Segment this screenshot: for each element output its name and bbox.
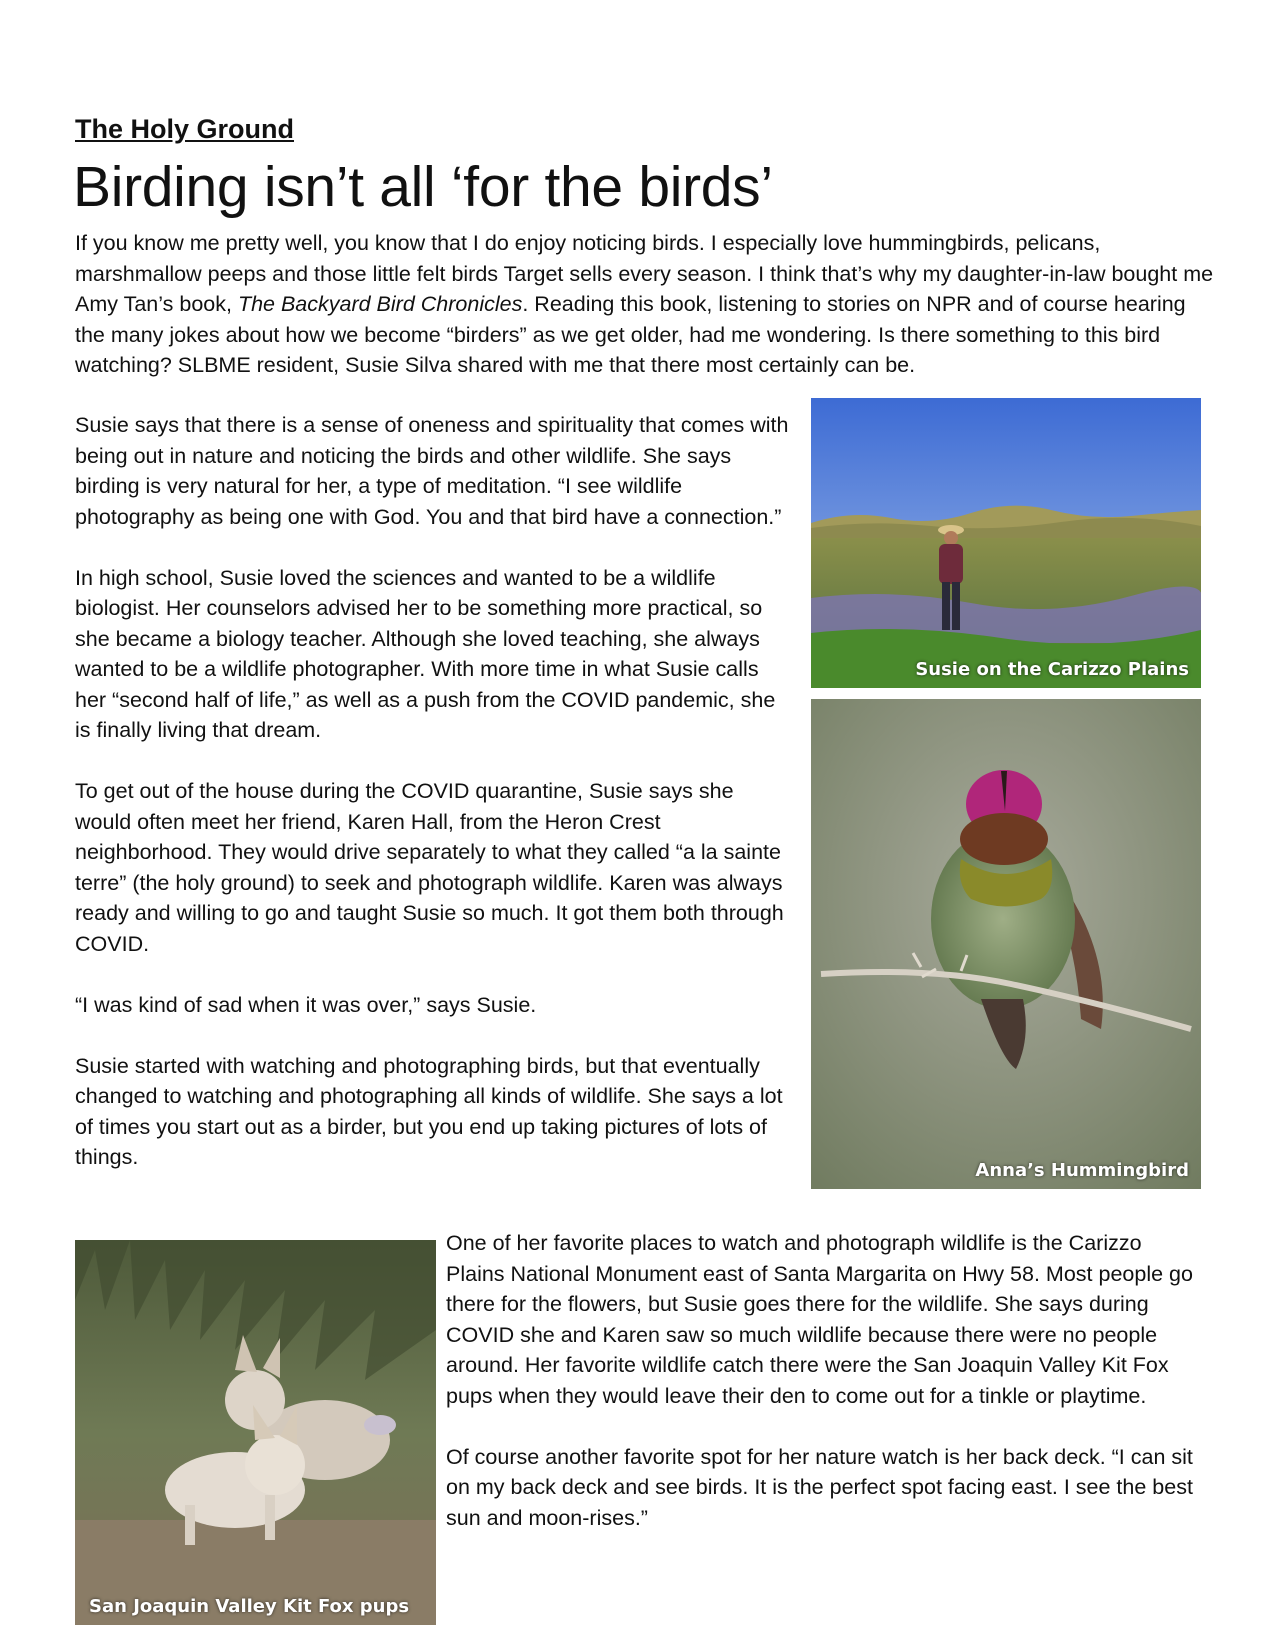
plains-caption: Susie on the Carizzo Plains [915,659,1189,680]
article-headline: Birding isn’t all ‘for the birds’ [73,155,773,219]
left-column [75,410,795,1203]
intro-paragraph [75,228,1215,381]
hummingbird-caption: Anna’s Hummingbird [975,1160,1189,1181]
fox-photo [75,1240,436,1625]
plains-photo [811,398,1201,688]
bottom-column [446,1228,1206,1564]
paragraph-carizzo: One of her favorite places to watch and photograph wildlife is the Carizzo Plains National Monument east of Santa Margarita on Hwy 58. Most people go there for the flowers, but Susie goes there for the wildlife. She says during COVID she and Karen saw so much wildlife because there were no people around. Her favorite wildlife catch there were the San Joaquin Valley Kit Fox pups when they would leave their den to come out for a tinkle or playtime. [446,1231,1193,1408]
fox-photo-image [75,1240,436,1625]
intro-text-end: . Reading this book, listening to stories on NPR and of course hearing the many jokes about how we become “birders” as we get older, had me wondering. Is there something to this bird watching? SLBME resident, Susie Silva shared with me that there most certainly can be. [75,292,1186,377]
section-kicker: The Holy Ground [75,114,294,144]
hummingbird-photo-image [811,699,1201,1189]
hummingbird-photo [811,699,1201,1189]
paragraph-back-deck: Of course another favorite spot for her nature watch is her back deck. “I can sit on my back deck and see birds. It is the perfect spot facing east. I see the best sun and moon-rises.” [446,1444,1193,1530]
paragraph-quote: “I was kind of sad when it was over,” says Susie. [75,992,537,1017]
intro-text-start: If you know me pretty well, you know that I do enjoy noticing birds. I especially love hummingbirds, pelicans, marshmallow peeps and those little felt birds Target sells every season. I think that’s why my daughter-in-law bought me Amy Tan’s book, [75,231,1214,316]
paragraph-oneness: Susie says that there is a sense of oneness and spirituality that comes with being out in nature and noticing the birds and other wildlife. She says birding is very natural for her, a type of meditation. “I see wildlife photography as being one with God. You and that bird have a connection.” [75,413,789,529]
fox-caption: San Joaquin Valley Kit Fox pups [89,1596,410,1617]
paragraph-high-school: In high school, Susie loved the sciences and wanted to be a wildlife biologist. Her counselors advised her to be something more practical, so she became a biology teacher. Although she loved teaching, she always wanted to be a wildlife photographer. With more time in what Susie calls her “second half of life,” as well as a push from the COVID pandemic, she is finally living that dream. [75,565,776,742]
plains-photo-image [811,398,1201,688]
paragraph-covid: To get out of the house during the COVID quarantine, Susie says she would often meet her friend, Karen Hall, from the Heron Crest neighborhood. They would drive separately to what they called “a la sainte terre” (the holy ground) to seek and photograph wildlife. Karen was always ready and willing to go and taught Susie so much. It got them both through COVID. [75,779,784,956]
book-title: The Backyard Bird Chronicles [237,292,523,316]
paragraph-wildlife: Susie started with watching and photographing birds, but that eventually changed to watching and photographing all kinds of wildlife. She says a lot of times you start out as a birder, but you end up taking pictures of lots of things. [75,1053,783,1169]
